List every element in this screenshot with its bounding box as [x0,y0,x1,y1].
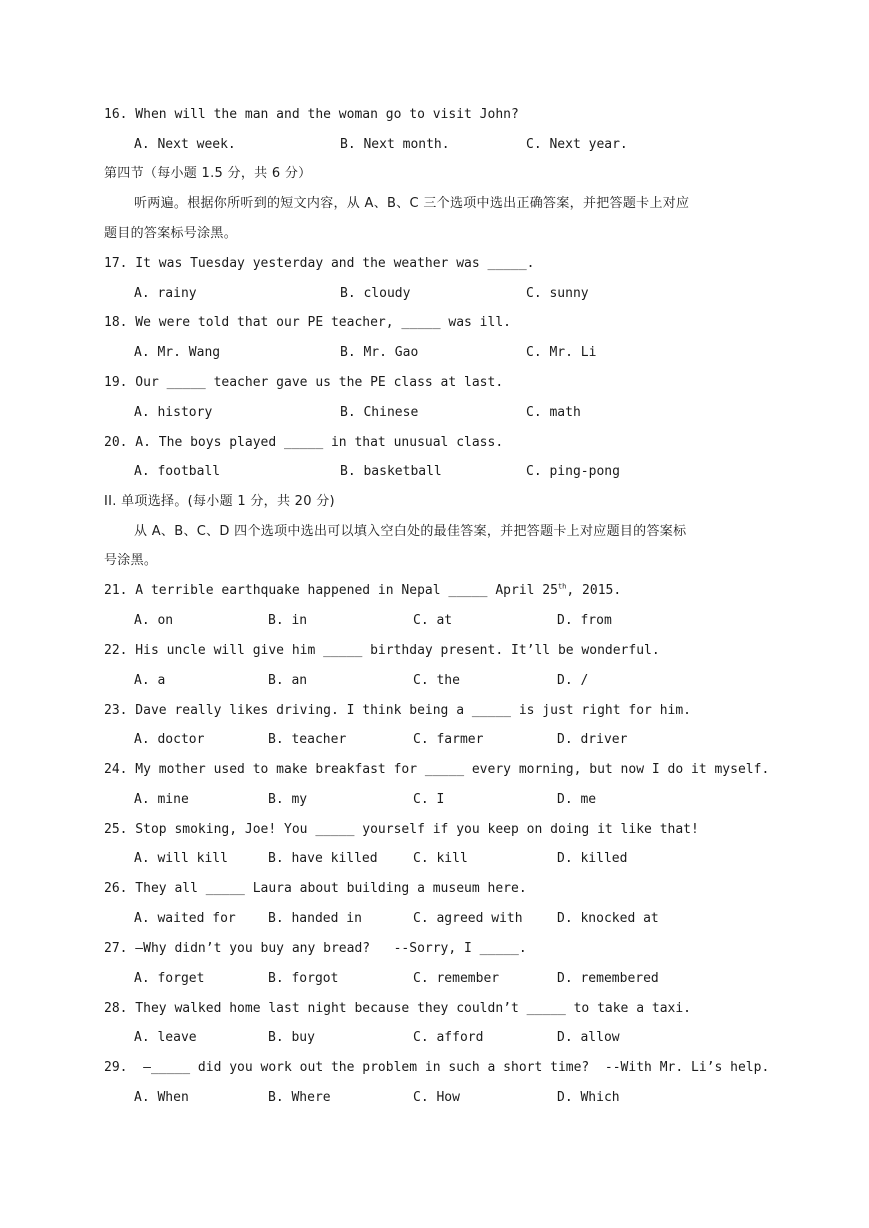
question-26-option-c: C. agreed with [413,911,523,926]
question-17-option-b: B. cloudy [340,286,411,301]
question-28-option-a: A. leave [134,1030,197,1045]
question-19-stem: 19. Our _____ teacher gave us the PE class at last. [104,375,504,390]
question-20-option-b: B. basketball [340,464,442,479]
question-23-option-a: A. doctor [134,732,205,747]
section-4-title: 第四节（每小题 1.5 分，共 6 分） [104,166,312,181]
question-20-option-c: C. ping-pong [526,464,620,479]
question-21-stem-end: , 2015. [566,583,622,598]
question-21-option-a: A. on [134,613,174,628]
question-27-stem: 27. –Why didn’t you buy any bread? --Sorry, I _____. [104,941,527,956]
question-23-option-d: D. driver [557,732,628,747]
part-2-instruction-line-2: 号涂黑。 [104,553,158,568]
question-20-stem: 20. A. The boys played _____ in that unusual class. [104,435,504,450]
question-25-option-c: C. kill [413,851,468,866]
question-18-option-c: C. Mr. Li [526,345,597,360]
question-25-option-d: D. killed [557,851,628,866]
question-29-stem: 29. –_____ did you work out the problem in such a short time? --With Mr. Li’s help. [104,1060,770,1075]
question-24-option-d: D. me [557,792,597,807]
question-25-option-a: A. will kill [134,851,228,866]
question-29-option-c: C. How [413,1090,460,1105]
question-24-option-c: C. I [413,792,445,807]
question-29-option-d: D. Which [557,1090,620,1105]
question-23-stem: 23. Dave really likes driving. I think being a _____ is just right for him. [104,703,691,718]
question-21-stem [104,581,621,601]
question-17-stem: 17. It was Tuesday yesterday and the weather was _____. [104,256,535,271]
question-29-option-b: B. Where [268,1090,331,1105]
question-21-option-c: C. at [413,613,453,628]
part-2-instruction-line-1: 从 A、B、C、D 四个选项中选出可以填入空白处的最佳答案，并把答题卡上对应题目的答案标 [134,524,687,539]
section-4-instruction-line-1: 听两遍。根据你所听到的短文内容，从 A、B、C 三个选项中选出正确答案，并把答题卡上对应 [134,196,690,211]
question-25-stem: 25. Stop smoking, Joe! You _____ yourself if you keep on doing it like that! [104,822,699,837]
question-27-option-d: D. remembered [557,971,659,986]
question-16-option-c: C. Next year. [526,137,628,152]
question-28-option-b: B. buy [268,1030,315,1045]
question-22-option-d: D. / [557,673,589,688]
question-22-stem: 22. His uncle will give him _____ birthday present. It’ll be wonderful. [104,643,660,658]
question-24-option-a: A. mine [134,792,189,807]
question-28-stem: 28. They walked home last night because they couldn’t _____ to take a taxi. [104,1001,691,1016]
question-22-option-b: B. an [268,673,308,688]
question-18-option-b: B. Mr. Gao [340,345,419,360]
question-19-option-a: A. history [134,405,213,420]
question-29-option-a: A. When [134,1090,189,1105]
question-24-option-b: B. my [268,792,308,807]
question-23-option-b: B. teacher [268,732,347,747]
question-26-stem: 26. They all _____ Laura about building a museum here. [104,881,527,896]
question-18-stem: 18. We were told that our PE teacher, _____ was ill. [104,315,511,330]
question-25-option-b: B. have killed [268,851,378,866]
question-23-option-c: C. farmer [413,732,484,747]
part-2-title: II. 单项选择。(每小题 1 分，共 20 分) [104,494,335,509]
question-20-option-a: A. football [134,464,221,479]
question-21-ordinal-suffix: th [557,582,567,591]
question-26-option-b: B. handed in [268,911,362,926]
question-16-option-a: A. Next week. [134,137,236,152]
question-22-option-a: A. a [134,673,166,688]
question-21-option-b: B. in [268,613,308,628]
question-16-option-b: B. Next month. [340,137,450,152]
question-17-option-c: C. sunny [526,286,589,301]
question-27-option-c: C. remember [413,971,500,986]
question-19-option-c: C. math [526,405,581,420]
question-22-option-c: C. the [413,673,460,688]
section-4-instruction-line-2: 题目的答案标号涂黑。 [104,226,238,241]
question-27-option-b: B. forgot [268,971,339,986]
question-19-option-b: B. Chinese [340,405,419,420]
question-28-option-c: C. afford [413,1030,484,1045]
question-26-option-a: A. waited for [134,911,236,926]
question-17-option-a: A. rainy [134,286,197,301]
question-18-option-a: A. Mr. Wang [134,345,221,360]
question-21-stem-text: 21. A terrible earthquake happened in Nepal _____ April 25 [104,583,558,598]
question-21-option-d: D. from [557,613,612,628]
question-26-option-d: D. knocked at [557,911,659,926]
question-28-option-d: D. allow [557,1030,620,1045]
question-27-option-a: A. forget [134,971,205,986]
question-24-stem: 24. My mother used to make breakfast for _____ every morning, but now I do it myself. [104,762,770,777]
question-16-stem: 16. When will the man and the woman go to visit John? [104,107,519,122]
